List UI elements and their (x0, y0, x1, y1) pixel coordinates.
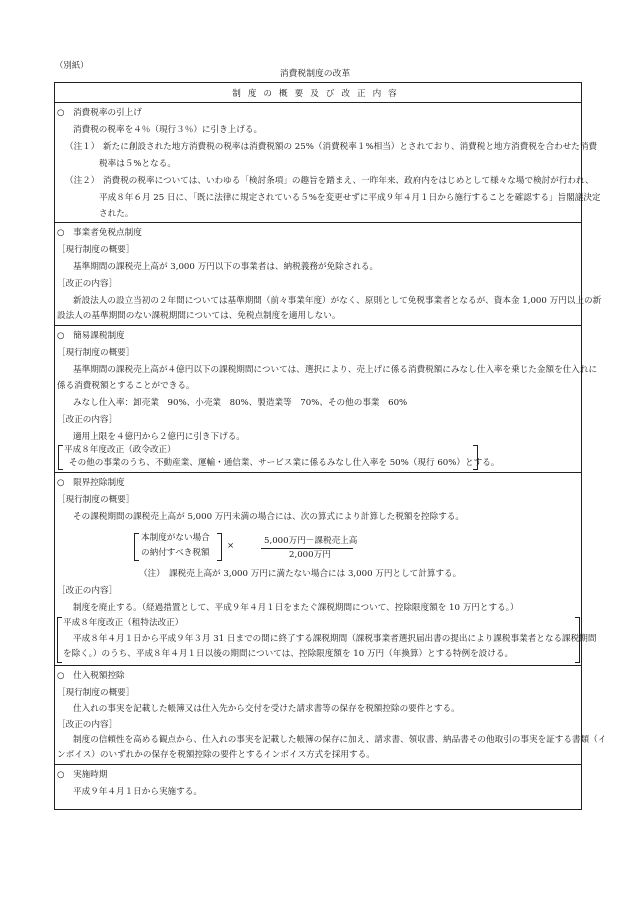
box-title: 平成８年度改正（政令改正） (64, 445, 176, 455)
divider (55, 472, 581, 473)
bracket-left (58, 445, 63, 470)
content-frame (54, 82, 607, 810)
box-text: を除く。）のうち、平成８年４月１日以後の期間については、控除限度額を 10 万円（年換算）とする特例を設ける。 (63, 649, 514, 659)
bracket-left (57, 617, 62, 663)
formula-bracket-left (134, 533, 139, 561)
note-text: 消費税の税率については、いわゆる「検討条項」の趣旨を踏まえ、一昨年来、政府内をはじめとして様々な場で検討が行われ、 (103, 176, 594, 186)
section-heading: ○ 消費税率の引上げ (57, 108, 142, 118)
body-text: 制度の信頼性を高める観点から、仕入れの事実を記載した帳簿の保存に加え、請求書、領収書、納品書その他取引の事実を証する書類（イ (73, 735, 607, 745)
divider (55, 102, 581, 103)
body-text: 基準期間の課税売上高が４億円以下の課税期間については、選択により、売上げに係る消費税額にみなし仕入率を乗じた金額を仕入れに (73, 365, 598, 375)
note-tag: （注２） (65, 176, 100, 186)
annex-label: （別紙） (55, 60, 89, 70)
rates-text: みなし仕入率：卸売業 90%、小売業 80%、製造業等 70%、その他の事業 60% (73, 398, 408, 408)
subsection-label: ［改正の内容］ (57, 586, 118, 596)
note-text: された。 (99, 209, 134, 219)
column-header: 制度の概要及び改正内容 (232, 89, 404, 99)
formula-note: （注） 課税売上高が 3,000 万円に満たない場合には 3,000 万円として計算する。 (139, 569, 462, 579)
note-text: 平成８年６月 25 日に、「既に法律に規定されている５%を変更せずに平成９年４月１日から施行することを確認する」旨閣議決定 (99, 193, 601, 203)
body-text: 新設法人の設立当初の２年間については基準期間（前々事業年度）がなく、原則として免税事業者となるが、資本金 1,000 万円以上の新 (73, 296, 602, 306)
body-text: 仕入れの事実を記載した帳簿又は仕入先から交付を受けた請求書等の保存を税額控除の要件とする。 (73, 704, 460, 714)
body-text: 設法人の基準期間のない課税期間については、免税点制度を適用しない。 (57, 311, 341, 321)
divider (55, 325, 581, 326)
body-text: 係る消費税額とすることができる。 (57, 381, 195, 391)
subsection-label: ［現行制度の概要］ (57, 495, 135, 505)
subsection-label: ［改正の内容］ (57, 720, 118, 730)
divider (55, 764, 581, 765)
section-heading: ○ 限界控除制度 (57, 478, 125, 488)
formula-numerator: 5,000万円－課税売上高 (264, 536, 358, 546)
section-heading: ○ 事業者免税点制度 (57, 228, 142, 238)
box-title: 平成８年度改正（租特法改正） (63, 618, 184, 628)
document-title: 消費税制度の改革 (279, 69, 351, 79)
fraction-line (261, 548, 353, 549)
divider (55, 222, 581, 223)
subsection-label: ［改正の内容］ (57, 279, 118, 289)
note-text: 新たに創設された地方消費税の税率は消費税額の 25%（消費税率１%相当）とされており、消費税と地方消費税を合わせた消費 (103, 142, 598, 152)
section-heading: ○ 簡易課税制度 (57, 331, 125, 341)
formula-times: × (227, 541, 235, 551)
body-text: 基準期間の課税売上高が 3,000 万円以下の事業者は、納税義務が免除される。 (73, 262, 379, 272)
formula-denominator: 2,000万円 (289, 550, 331, 560)
section-heading: ○ 仕入税額控除 (57, 671, 125, 681)
box-text: その他の事業のうち、不動産業、運輸・通信業、サービス業に係るみなし仕入率を 50%（現行 60%）とする。 (69, 458, 500, 468)
divider (55, 665, 581, 666)
formula-bracket-right (217, 533, 222, 561)
subsection-label: ［現行制度の概要］ (57, 245, 135, 255)
body-text: 制度を廃止する。（経過措置として、平成９年４月１日をまたぐ課税期間について、控除限度額を 10 万円とする。） (73, 603, 519, 613)
body-text: 平成９年４月１日から実施する。 (73, 787, 202, 797)
subsection-label: ［改正の内容］ (57, 415, 118, 425)
formula-term: 本制度がない場合 (141, 533, 210, 543)
body-text: ンボイス）のいずれかの保存を税額控除の要件とするインボイス方式を採用する。 (57, 750, 375, 760)
box-text: 平成８年４月１日から平成９年３月 31 日までの間に終了する課税期間（課税事業者選択届出書の提出により課税事業者となる課税期間 (73, 634, 597, 644)
note-tag: （注１） (65, 142, 100, 152)
body-text: 消費税の税率を４％（現行３％）に引き上げる。 (73, 125, 263, 135)
body-text: 適用上限を４億円から２億円に引き下げる。 (73, 432, 245, 442)
note-text: 税率は５%となる。 (99, 159, 176, 169)
section-heading: ○ 実施時期 (57, 770, 108, 780)
subsection-label: ［現行制度の概要］ (57, 348, 135, 358)
body-text: その課税期間の課税売上高が 5,000 万円未満の場合には、次の算式により計算した税額を控除する。 (73, 512, 465, 522)
subsection-label: ［現行制度の概要］ (57, 688, 135, 698)
formula-term: の納付すべき税額 (141, 548, 210, 558)
